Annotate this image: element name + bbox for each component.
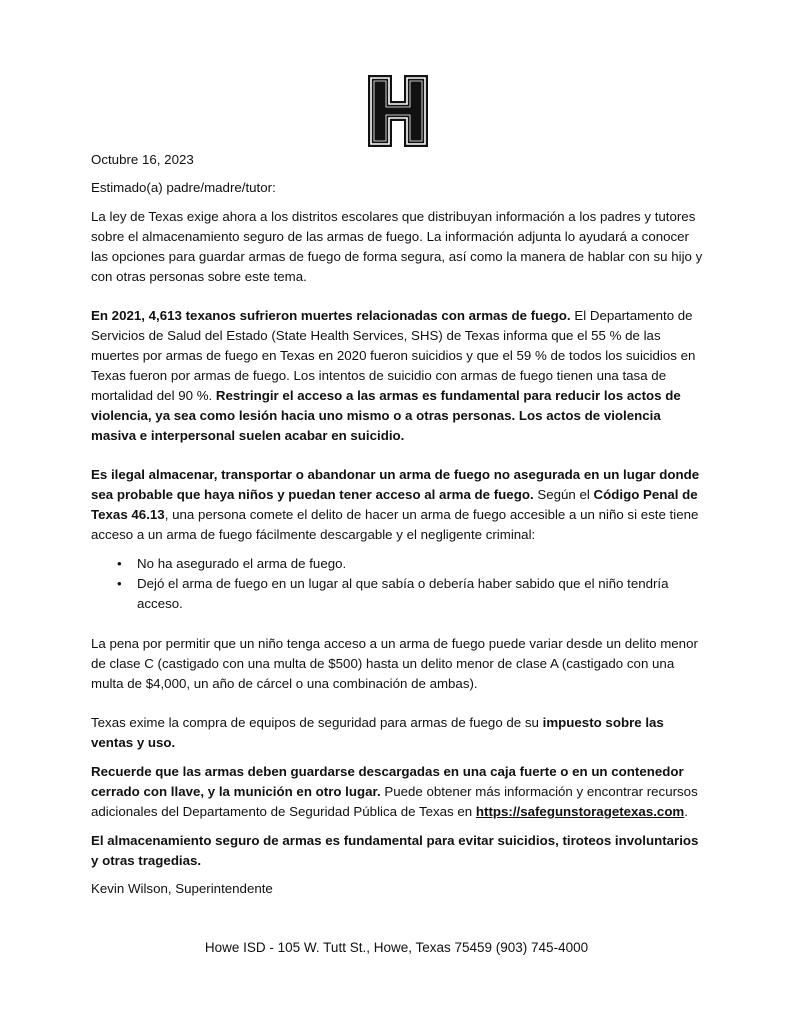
law-text-1: Según el: [533, 487, 594, 502]
criteria-list: [91, 554, 706, 614]
paragraph-tax: [91, 713, 706, 753]
list-item: • Dejó el arma de fuego en un lugar al que sabía o debería haber sabido que el niño tendría acceso.: [137, 574, 706, 614]
law-headline: Es ilegal almacenar, transportar o abandonar un arma de fuego no asegurada en un lugar donde sea probable que haya niños y puedan tener acceso al arma de fuego.: [91, 467, 700, 502]
paragraph-storage: [91, 762, 706, 822]
letter-greeting: Estimado(a) padre/madre/tutor:: [91, 180, 276, 195]
closing-statement: El almacenamiento seguro de armas es fundamental para evitar suicidios, tiroteos involuntarios y otras tragedias.: [91, 833, 699, 868]
paragraph-closing: [91, 831, 706, 871]
storage-end: .: [684, 804, 688, 819]
safe-storage-link[interactable]: https://safegunstoragetexas.com: [475, 804, 685, 819]
paragraph-penalty: La pena por permitir que un niño tenga acceso a un arma de fuego puede variar desde un delito menor de clase C (castigado con una multa de $500) hasta un delito menor de clase A (castigado con una multa de $4,000, un año de cárcel o una combinación de ambas).: [91, 636, 698, 691]
letter-date: Octubre 16, 2023: [91, 152, 194, 167]
list-item: • No ha asegurado el arma de fuego.: [137, 554, 706, 574]
signature: Kevin Wilson, Superintendente: [91, 881, 273, 896]
storage-text: Puede obtener más información y encontrar recursos adicionales del Departamento de Seguridad Pública de Texas en: [91, 784, 698, 819]
footer-address: Howe ISD - 105 W. Tutt St., Howe, Texas 75459 (903) 745-4000: [204, 940, 589, 955]
paragraph-intro: La ley de Texas exige ahora a los distritos escolares que distribuyan información a los padres y tutores sobre el almacenamiento seguro de las armas de fuego. La información adjunta lo ayudará a conocer las opciones para guardar armas de fuego de forma segura, así como la manera de hablar con su hijo y con otras personas sobre este tema.: [91, 209, 703, 284]
paragraph-statistics: [91, 306, 706, 446]
statistics-emphasis: Restringir el acceso a las armas es fundamental para reducir los actos de violencia, ya sea como lesión hacia uno mismo o a otras personas. Los actos de violencia masiva e interpersonal suelen acabar en suicidio.: [91, 388, 681, 443]
storage-headline: Recuerde que las armas deben guardarse descargadas en una caja fuerte o en un contenedor cerrado con llave, y la munición en otro lugar.: [91, 764, 684, 799]
tax-text: Texas exime la compra de equipos de seguridad para armas de fuego de su: [91, 715, 543, 730]
statistics-headline: En 2021, 4,613 texanos sufrieron muertes relacionadas con armas de fuego.: [91, 308, 571, 323]
law-text-2: , una persona comete el delito de hacer un arma de fuego accesible a un niño si este tiene acceso a un arma de fuego fácilmente descargable y el negligente criminal:: [91, 507, 699, 542]
paragraph-law: [91, 465, 706, 545]
penal-code-reference: Código Penal de Texas 46.13: [91, 487, 698, 522]
statistics-text: El Departamento de Servicios de Salud del Estado (State Health Services, SHS) de Texas informa que el 55 % de las muertes por armas de fuego en Texas en 2020 fueron suicidios y que el 59 % de todos los suicidios en Texas fueron por armas de fuego. Los intentos de suicidio con armas de fuego tienen una tasa de mortalidad del 90 %.: [91, 308, 696, 403]
school-h-logo: [368, 75, 428, 147]
tax-emphasis: impuesto sobre las ventas y uso.: [91, 715, 664, 750]
letter-body: [91, 150, 706, 890]
